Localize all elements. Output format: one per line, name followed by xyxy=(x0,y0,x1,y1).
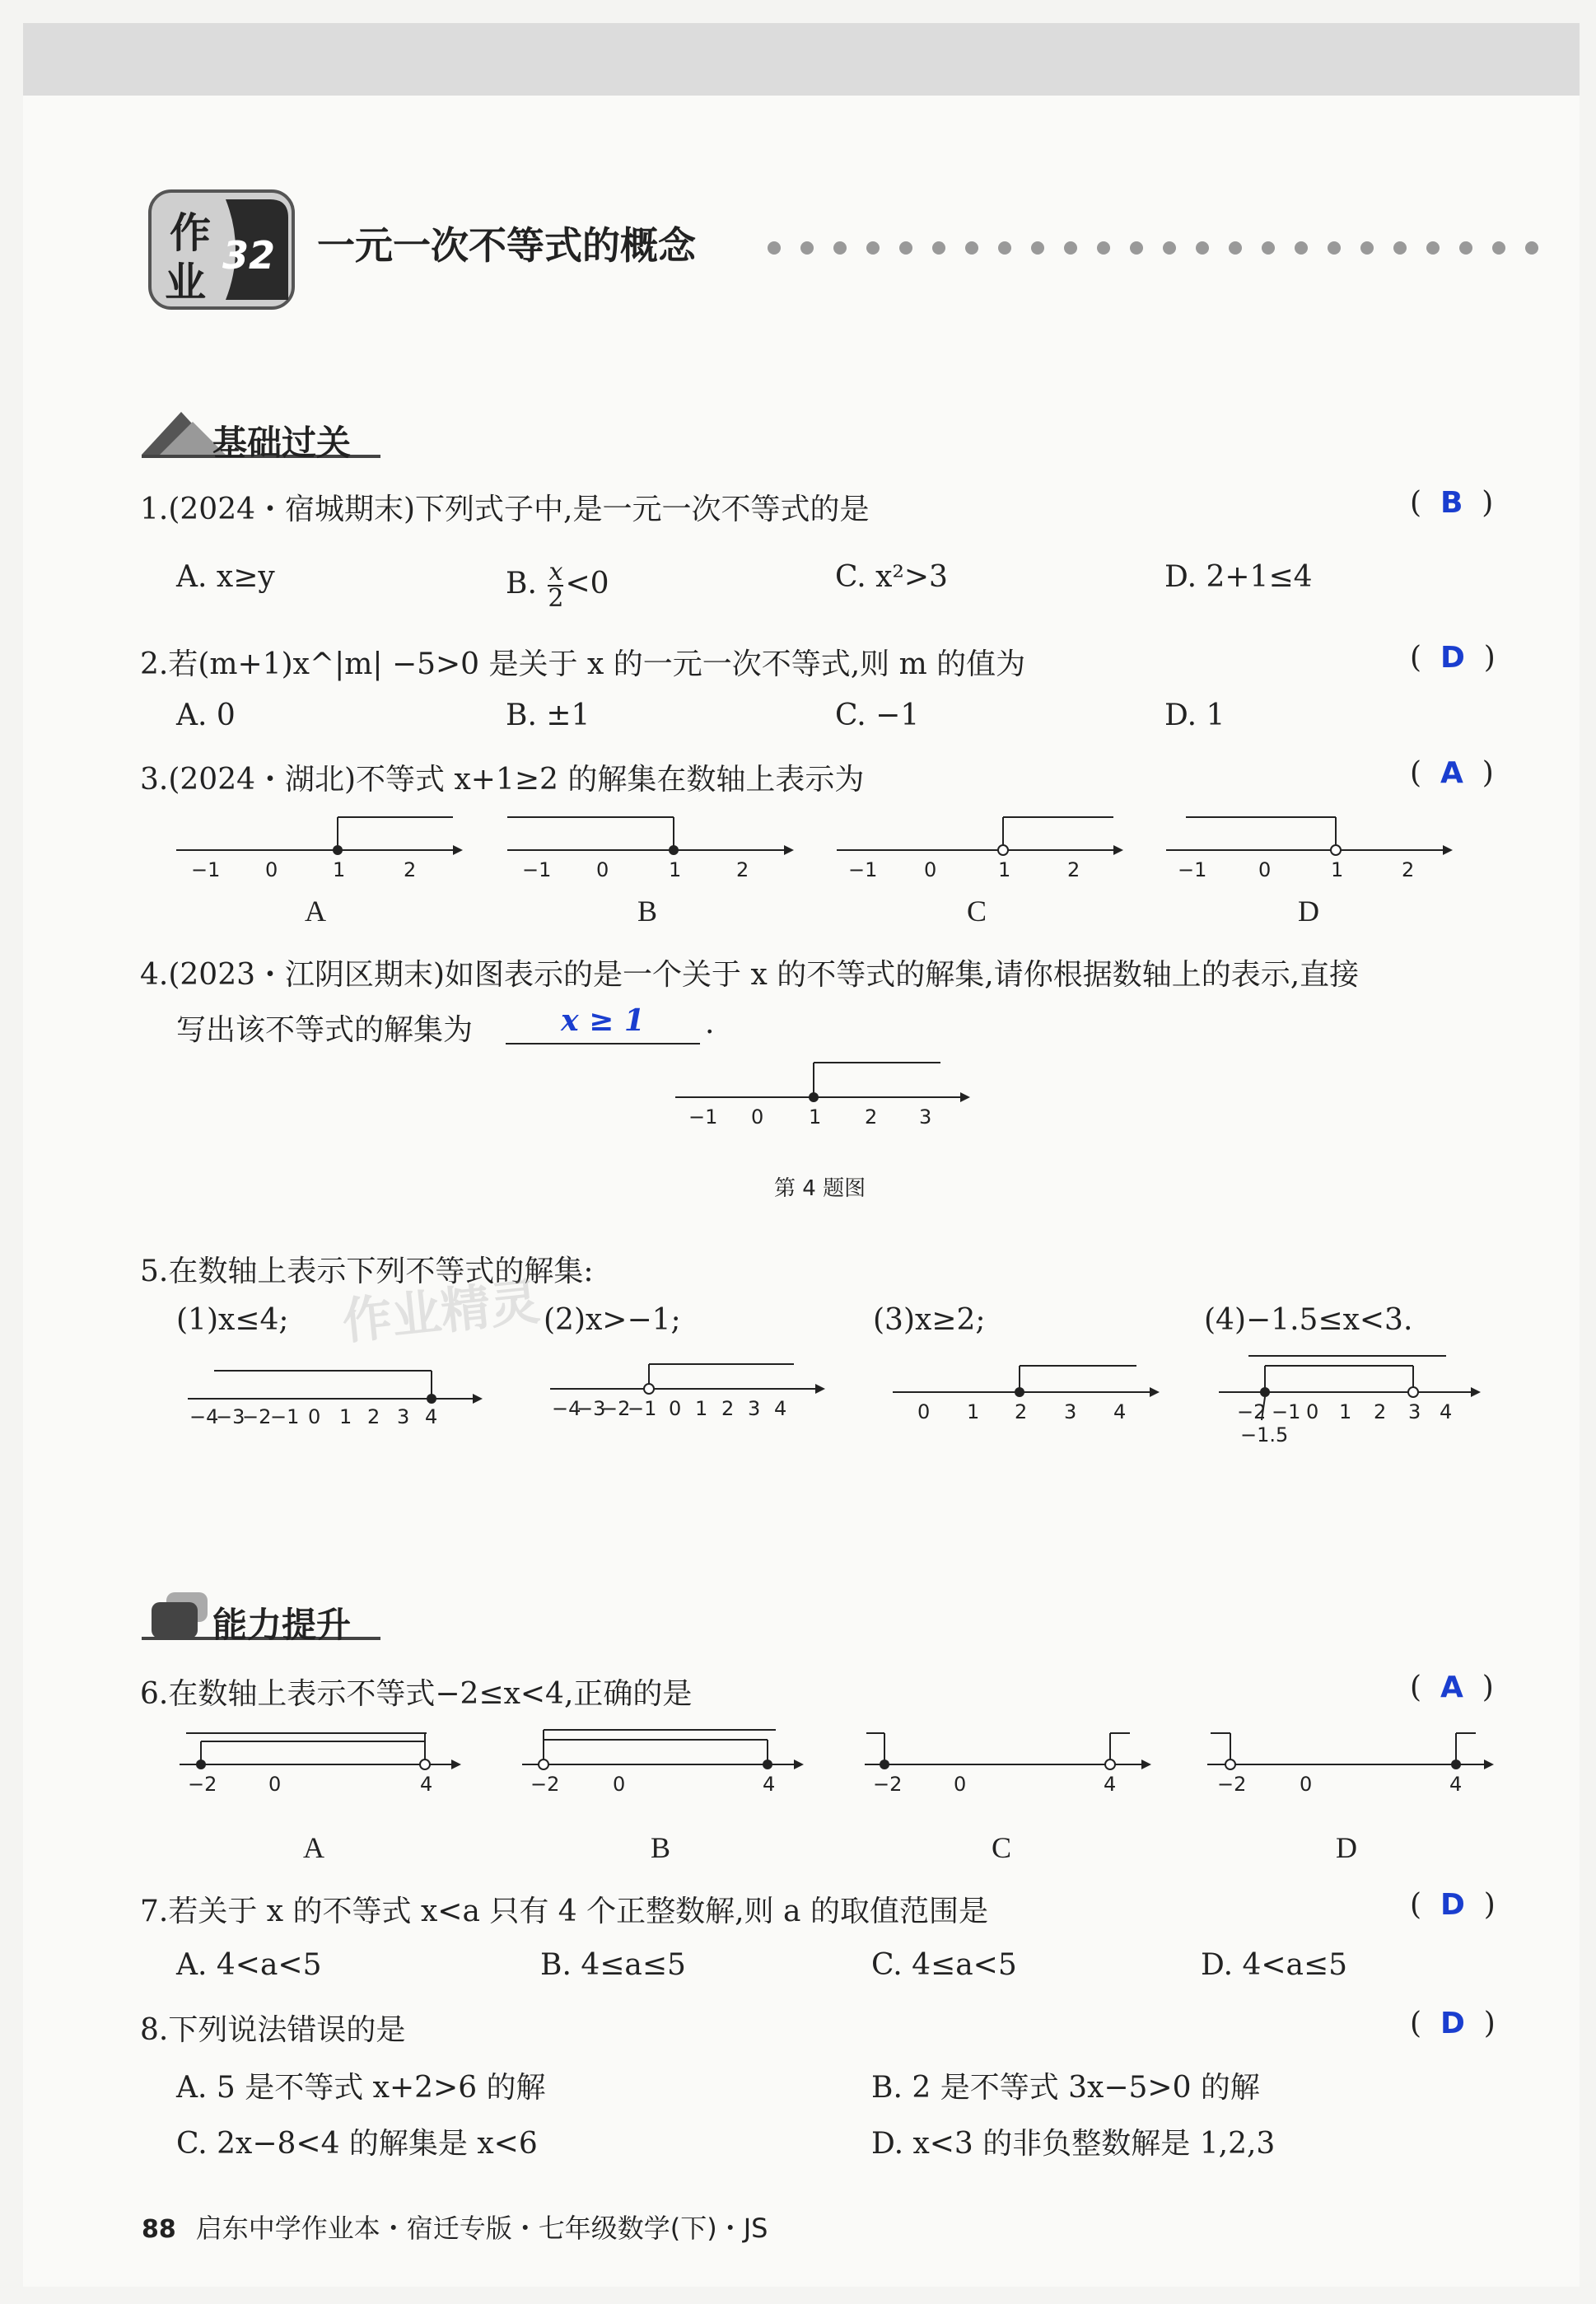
q8-answer-value: D xyxy=(1440,2007,1465,2040)
q7-option-a: A. 4<a<5 xyxy=(176,1948,322,1982)
q4-tick-1: −1 xyxy=(688,1105,718,1129)
q3-a-tick-2: 0 xyxy=(265,858,278,881)
q4-svg xyxy=(672,1054,985,1137)
q5-1-tick-8: 3 xyxy=(397,1405,410,1428)
q3-d-tick-1: −1 xyxy=(1178,858,1207,881)
badge-number: 32 xyxy=(222,233,276,278)
q8-option-c: C. 2x−8<4 的解集是 x<6 xyxy=(176,2127,538,2161)
watermark: 作业精灵 xyxy=(339,1273,543,1352)
q7-option-d: D. 4<a≤5 xyxy=(1201,1948,1348,1982)
top-gray-band xyxy=(23,23,1580,96)
q3-d-tick-2: 0 xyxy=(1258,858,1272,881)
q4-tick-3: 1 xyxy=(809,1105,822,1129)
footer xyxy=(142,2208,768,2246)
q5-3-tick-3: 2 xyxy=(1015,1400,1028,1423)
q3-numberline-a xyxy=(173,807,469,885)
q5-2-tick-2: −3 xyxy=(576,1397,606,1420)
q5-1-svg xyxy=(184,1358,489,1432)
q4-tick-2: 0 xyxy=(751,1105,764,1129)
q3-numberline-b xyxy=(504,807,800,885)
q4-tick-5: 3 xyxy=(919,1105,932,1129)
q6-d-tick-3: 4 xyxy=(1449,1773,1463,1796)
q4-answer-value: x ≥ 1 xyxy=(561,1003,645,1038)
q3-d-svg xyxy=(1163,807,1459,881)
homework-badge xyxy=(147,188,296,311)
q5-numberline-1 xyxy=(184,1358,489,1435)
q8-option-b: B. 2 是不等式 3x−5>0 的解 xyxy=(871,2071,1260,2105)
q8-option-d: D. x<3 的非负整数解是 1,2,3 xyxy=(871,2127,1276,2161)
q3-c-tick-1: −1 xyxy=(848,858,878,881)
q3-b-svg xyxy=(504,807,800,881)
badge-top-char: 作 xyxy=(170,209,211,257)
q1-fraction-den: 2 xyxy=(548,584,564,613)
q2-option-b: B. ±1 xyxy=(506,699,590,732)
q3-numberline-c xyxy=(833,807,1130,885)
q4-answer-blank xyxy=(506,1003,700,1045)
q5-part-4: (4)−1.5≤x<3. xyxy=(1204,1303,1413,1337)
q1-text: 1.(2024・宿城期末)下列式子中,是一元一次不等式的是 xyxy=(140,493,870,526)
q6-numberline-b xyxy=(519,1722,815,1799)
q2-answer-value: D xyxy=(1440,641,1465,675)
q5-part-1: (1)x≤4; xyxy=(176,1303,289,1337)
q5-2-tick-7: 2 xyxy=(721,1397,735,1420)
q8-option-a: A. 5 是不等式 x+2>6 的解 xyxy=(176,2071,546,2105)
q1-option-c: C. x²>3 xyxy=(835,560,948,594)
q6-c-tick-3: 4 xyxy=(1104,1773,1117,1796)
q5-2-tick-5: 0 xyxy=(669,1397,682,1420)
q5-4-tick-2: −1 xyxy=(1272,1400,1301,1423)
q5-numberline-4 xyxy=(1216,1346,1487,1456)
q1-option-b-label: B. xyxy=(506,567,537,601)
q6-b-tick-1: −2 xyxy=(530,1773,560,1796)
q6-a-tick-2: 0 xyxy=(268,1773,282,1796)
q5-4-extra-label: −1.5 xyxy=(1240,1423,1289,1446)
q4-text-line2: 写出该不等式的解集为 xyxy=(176,1013,474,1047)
q5-1-tick-4: −1 xyxy=(270,1405,300,1428)
q5-2-tick-6: 1 xyxy=(695,1397,708,1420)
q3-b-tick-3: 1 xyxy=(669,858,682,881)
q5-1-tick-6: 1 xyxy=(339,1405,352,1428)
q6-label-d: D xyxy=(1336,1831,1357,1864)
q6-b-svg xyxy=(519,1722,815,1796)
q3-numberline-d xyxy=(1163,807,1459,885)
q5-4-tick-3: 0 xyxy=(1306,1400,1319,1423)
q6-label-a: A xyxy=(303,1831,324,1864)
q5-3-tick-4: 3 xyxy=(1064,1400,1077,1423)
q5-4-tick-5: 2 xyxy=(1374,1400,1387,1423)
q2-option-c: C. −1 xyxy=(835,699,920,732)
q5-1-tick-5: 0 xyxy=(308,1405,321,1428)
q3-a-tick-1: −1 xyxy=(191,858,221,881)
q5-3-tick-1: 0 xyxy=(917,1400,931,1423)
page-number: 88 xyxy=(142,2215,176,2244)
q3-a-tick-3: 1 xyxy=(333,858,346,881)
q5-2-tick-8: 3 xyxy=(748,1397,761,1420)
q3-text: 3.(2024・湖北)不等式 x+1≥2 的解集在数轴上表示为 xyxy=(140,763,865,797)
q4-period: . xyxy=(705,1007,715,1040)
q7-answer-value: D xyxy=(1440,1888,1465,1922)
q6-label-c: C xyxy=(992,1831,1012,1864)
dots-decoration xyxy=(766,236,1573,260)
q6-a-tick-1: −2 xyxy=(188,1773,217,1796)
q6-b-tick-2: 0 xyxy=(613,1773,626,1796)
q4-caption: 第 4 题图 xyxy=(774,1176,866,1201)
badge-graphic xyxy=(147,188,296,311)
q6-d-tick-2: 0 xyxy=(1300,1773,1313,1796)
q5-numberline-2 xyxy=(547,1351,835,1428)
q2-answer: ( D ) xyxy=(1410,641,1496,675)
q3-b-tick-4: 2 xyxy=(736,858,749,881)
q3-c-tick-4: 2 xyxy=(1067,858,1080,881)
q6-answer: ( A ) xyxy=(1410,1671,1494,1704)
q5-4-tick-4: 1 xyxy=(1339,1400,1352,1423)
q6-a-tick-3: 4 xyxy=(420,1773,433,1796)
q6-numberline-a xyxy=(176,1722,473,1799)
q3-b-tick-1: −1 xyxy=(522,858,552,881)
q5-part-2: (2)x>−1; xyxy=(544,1303,681,1337)
q1-option-b xyxy=(506,560,609,611)
q3-d-tick-3: 1 xyxy=(1331,858,1344,881)
q5-1-tick-2: −3 xyxy=(216,1405,245,1428)
q6-d-tick-1: −2 xyxy=(1217,1773,1247,1796)
q1-option-d: D. 2+1≤4 xyxy=(1164,560,1313,594)
q3-answer: ( A ) xyxy=(1410,756,1494,790)
q5-4-tick-7: 4 xyxy=(1440,1400,1453,1423)
q5-2-tick-1: −4 xyxy=(552,1397,581,1420)
q5-3-svg xyxy=(889,1353,1169,1427)
footer-text: 启东中学作业本・宿迁专版・七年级数学(下)・JS xyxy=(195,2213,768,2244)
q5-2-tick-4: −1 xyxy=(628,1397,657,1420)
q4-text-line1: 4.(2023・江阴区期末)如图表示的是一个关于 x 的不等式的解集,请你根据数轴上的表示,直接 xyxy=(140,958,1360,992)
q7-option-c: C. 4≤a<5 xyxy=(871,1948,1017,1982)
q6-c-svg xyxy=(861,1722,1158,1796)
badge-bottom-char: 业 xyxy=(165,259,206,306)
q1-fraction-num: x xyxy=(548,558,563,587)
q5-2-tick-9: 4 xyxy=(774,1397,787,1420)
q5-part-3: (3)x≥2; xyxy=(873,1303,986,1337)
q8-answer: ( D ) xyxy=(1410,2007,1496,2040)
q5-4-svg xyxy=(1216,1346,1487,1453)
q5-2-svg xyxy=(547,1351,835,1425)
q5-3-tick-5: 4 xyxy=(1113,1400,1127,1423)
q3-a-tick-4: 2 xyxy=(404,858,417,881)
q5-numberline-3 xyxy=(889,1353,1169,1430)
q4-numberline xyxy=(672,1054,985,1140)
q1-answer: ( B ) xyxy=(1410,486,1494,520)
q6-c-tick-2: 0 xyxy=(954,1773,967,1796)
q7-answer: ( D ) xyxy=(1410,1888,1496,1922)
q5-text: 5.在数轴上表示下列不等式的解集: xyxy=(140,1255,594,1288)
q3-label-a: A xyxy=(305,895,326,928)
q6-label-b: B xyxy=(651,1831,671,1864)
q1-fraction-tail: <0 xyxy=(565,567,609,601)
q3-label-c: C xyxy=(967,895,987,928)
q6-answer-value: A xyxy=(1440,1671,1463,1704)
q3-b-tick-2: 0 xyxy=(596,858,609,881)
q6-d-svg xyxy=(1204,1722,1500,1796)
q5-4-tick-6: 3 xyxy=(1408,1400,1421,1423)
q3-label-d: D xyxy=(1298,895,1319,928)
q4-tick-4: 2 xyxy=(865,1105,878,1129)
q2-option-a: A. 0 xyxy=(176,699,236,732)
q6-b-tick-3: 4 xyxy=(763,1773,776,1796)
title-dots xyxy=(766,236,1573,264)
q6-a-svg xyxy=(176,1722,473,1796)
q3-c-tick-3: 1 xyxy=(998,858,1011,881)
q5-3-tick-2: 1 xyxy=(967,1400,980,1423)
section-advanced-title: 能力提升 xyxy=(212,1605,352,1645)
q5-1-tick-3: −2 xyxy=(242,1405,272,1428)
q3-a-svg xyxy=(173,807,469,881)
q8-text: 8.下列说法错误的是 xyxy=(140,2013,406,2047)
q1-option-a: A. x≥y xyxy=(176,560,275,594)
q7-option-b: B. 4≤a≤5 xyxy=(540,1948,686,1982)
q2-option-d: D. 1 xyxy=(1164,699,1225,732)
q6-numberline-d xyxy=(1204,1722,1500,1799)
page-title: 一元一次不等式的概念 xyxy=(317,223,696,268)
q3-c-svg xyxy=(833,807,1130,881)
q5-2-tick-3: −2 xyxy=(601,1397,631,1420)
q5-1-tick-7: 2 xyxy=(367,1405,380,1428)
q3-answer-value: A xyxy=(1440,756,1463,790)
q3-c-tick-2: 0 xyxy=(924,858,937,881)
q2-text: 2.若(m+1)x^|m| −5>0 是关于 x 的一元一次不等式,则 m 的值为 xyxy=(140,647,1026,681)
q3-d-tick-4: 2 xyxy=(1402,858,1415,881)
q1-answer-value: B xyxy=(1440,486,1463,520)
q6-text: 6.在数轴上表示不等式−2≤x<4,正确的是 xyxy=(140,1677,693,1711)
q3-label-b: B xyxy=(637,895,658,928)
q5-4-tick-1: −2 xyxy=(1237,1400,1267,1423)
q6-numberline-c xyxy=(861,1722,1158,1799)
q5-1-tick-1: −4 xyxy=(189,1405,219,1428)
q6-c-tick-1: −2 xyxy=(873,1773,903,1796)
q5-1-tick-9: 4 xyxy=(425,1405,438,1428)
q1-fraction xyxy=(548,560,563,611)
q7-text: 7.若关于 x 的不等式 x<a 只有 4 个正整数解,则 a 的取值范围是 xyxy=(140,1895,988,1928)
section-basic-title: 基础过关 xyxy=(212,423,352,463)
